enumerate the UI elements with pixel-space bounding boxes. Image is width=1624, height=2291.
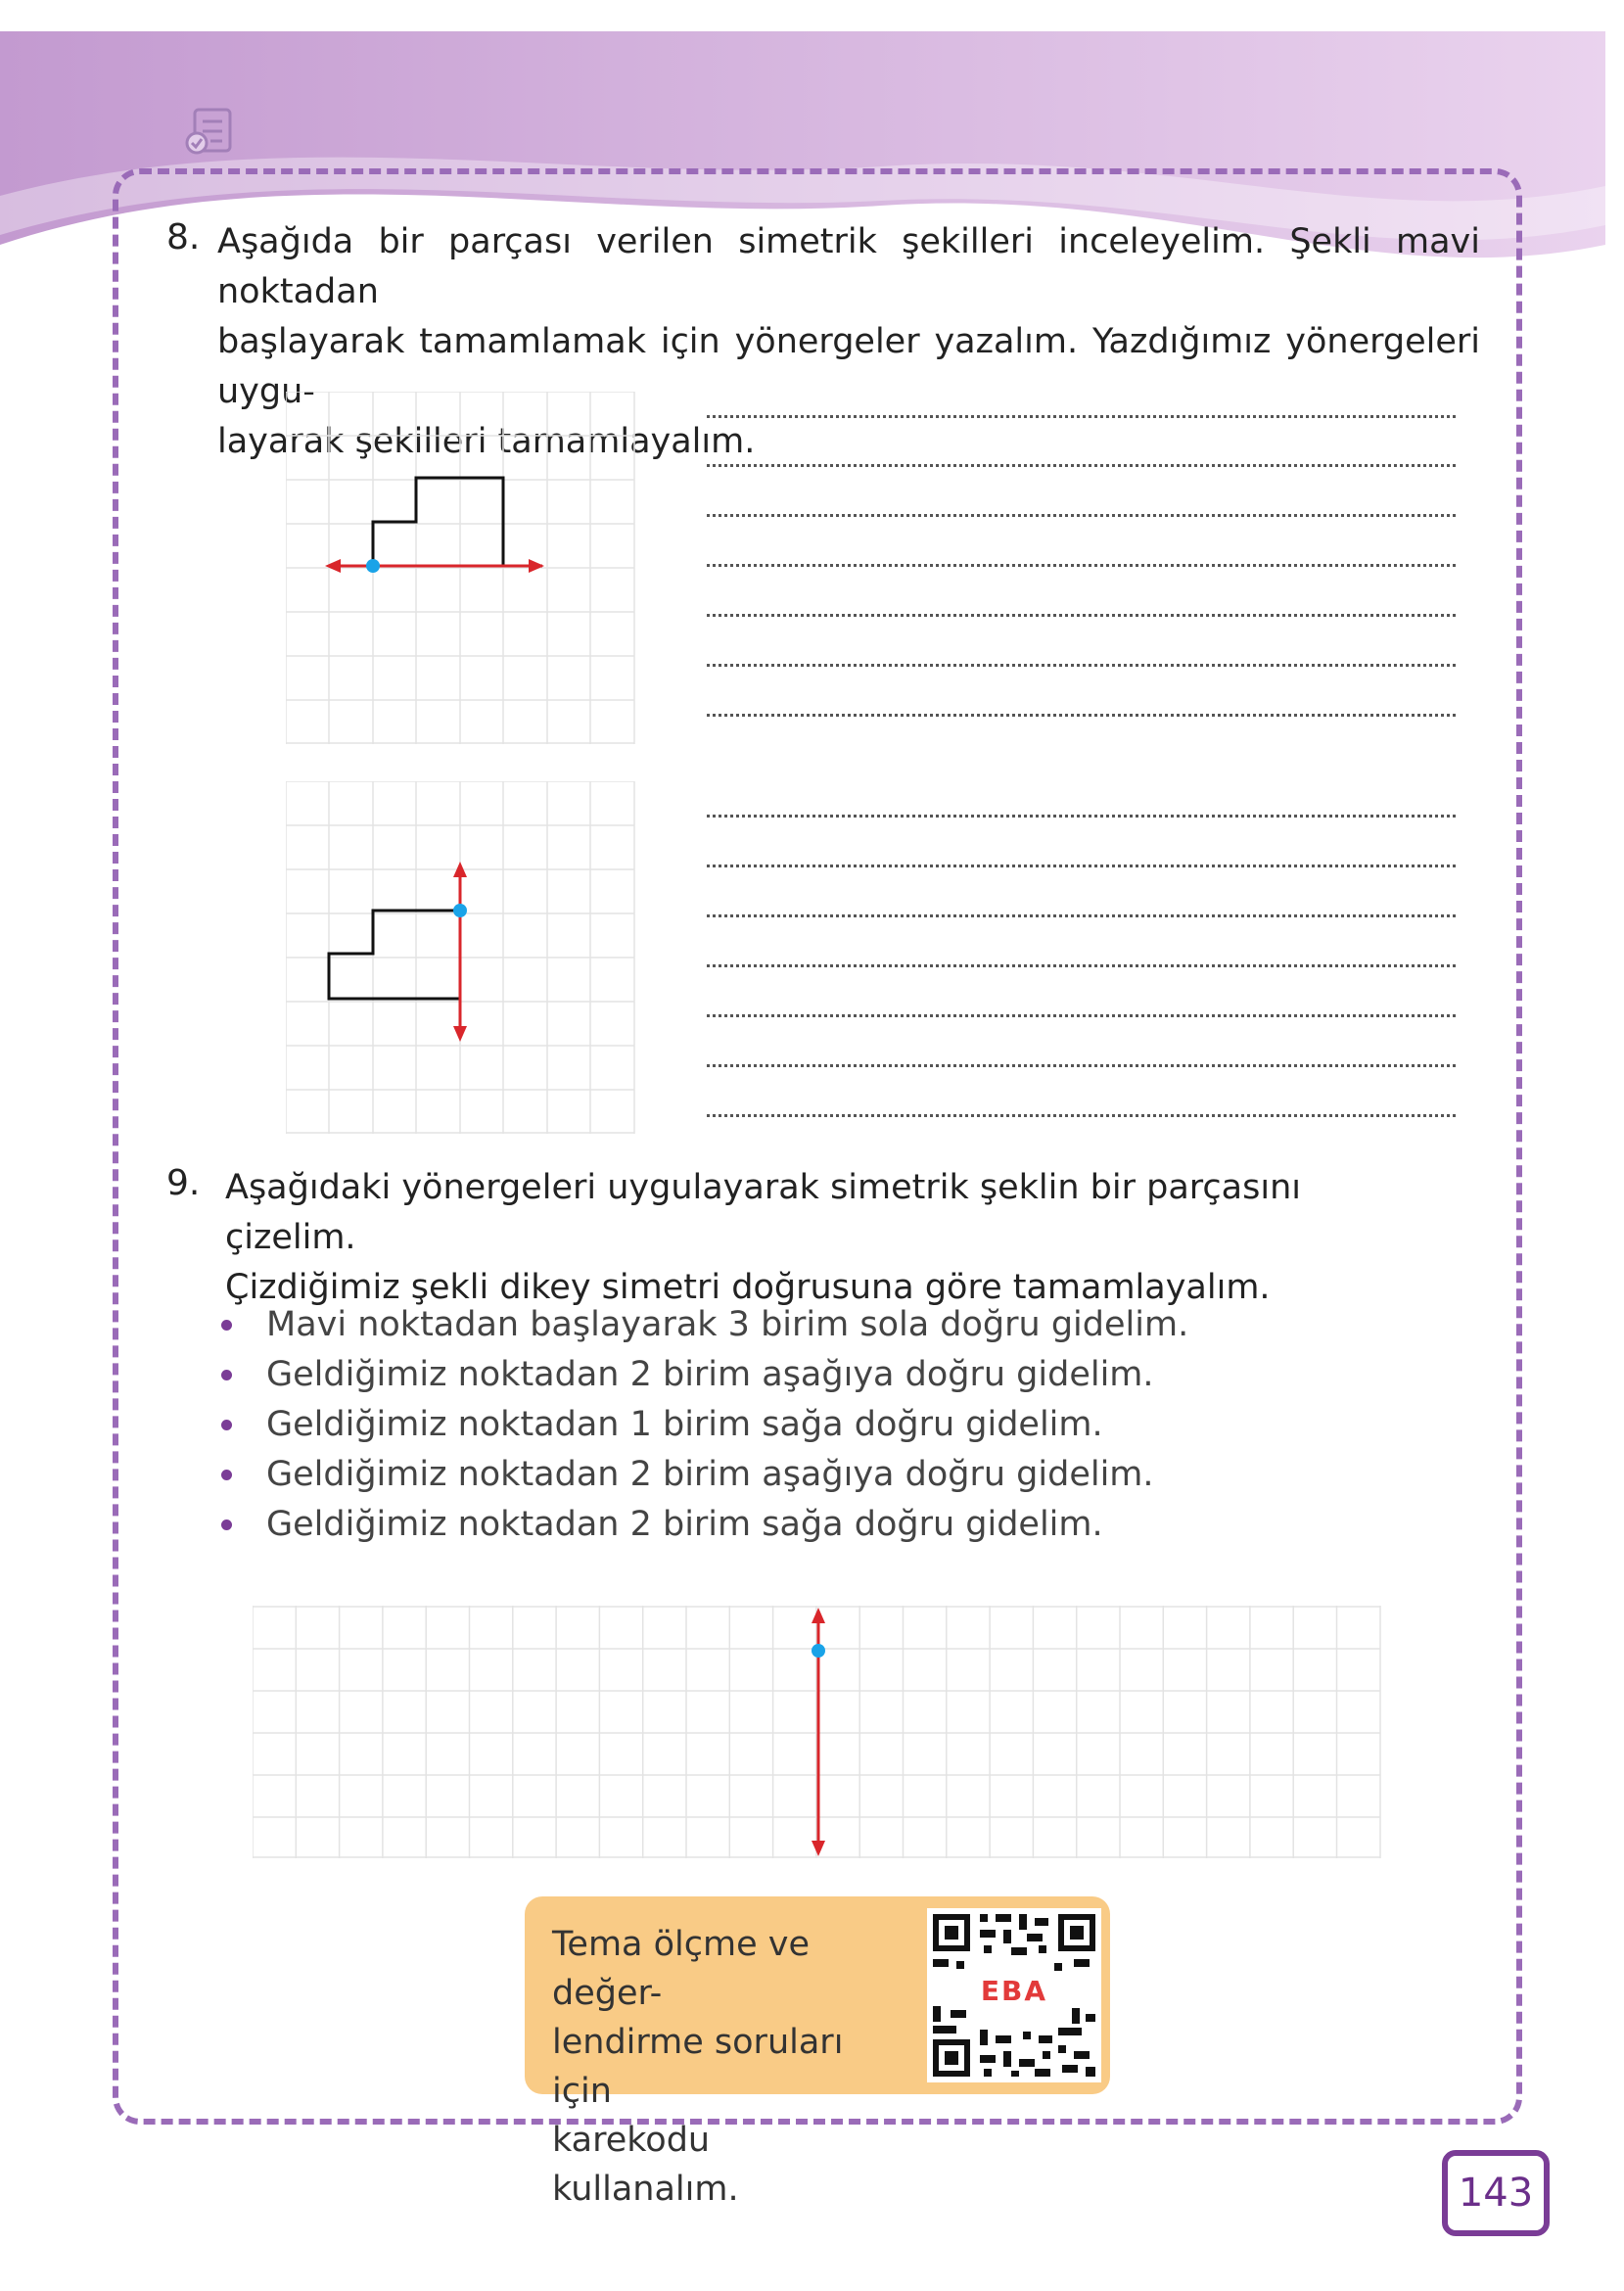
answer-line[interactable] [707,464,1456,467]
answer-line[interactable] [707,914,1456,917]
question-8-line: başlayarak tamamlamak için yönergeler yazalım. Yazdığımız yönergeleri uygu- [217,322,1480,411]
list-item-text: Geldiğimiz noktadan 1 birim sağa doğru gidelim. [266,1405,1103,1444]
bullet-icon [221,1320,232,1331]
list-item [217,1350,1188,1400]
answer-line[interactable] [707,564,1456,567]
bullet-icon [221,1470,232,1480]
list-item [217,1450,1188,1500]
answer-line[interactable] [707,415,1456,418]
list-item [217,1500,1188,1550]
answer-line[interactable] [707,1114,1456,1117]
instruction-list [217,1300,1188,1550]
question-8-line: layarak şekilleri tamamlayalım. [217,422,756,461]
answer-line[interactable] [707,664,1456,667]
answer-line[interactable] [707,1064,1456,1067]
question-9-text [225,1163,1400,1313]
answer-line[interactable] [707,865,1456,867]
question-8-number: 8. [166,217,201,257]
list-item-text: Geldiğimiz noktadan 2 birim sağa doğru gidelim. [266,1505,1103,1544]
qr-info-line: lendirme soruları için [552,2023,844,2111]
question-9-number: 9. [166,1163,201,1203]
eba-logo: EBA [980,1975,1048,2007]
answer-line[interactable] [707,514,1456,517]
grid-figure-1 [286,392,636,744]
question-9-line: Çizdiğimiz şekli dikey simetri doğrusuna göre tamamlayalım. [225,1268,1271,1307]
qr-info-line: Tema ölçme ve değer- [552,1925,811,2013]
qr-info-text [552,1920,905,2214]
list-item [217,1400,1188,1450]
worksheet-icon [181,106,236,161]
page-number: 143 [1442,2150,1550,2236]
answer-line[interactable] [707,815,1456,818]
bullet-icon [221,1420,232,1430]
qr-info-box [525,1896,1110,2209]
qr-info-line: karekodu kullanalım. [552,2121,739,2209]
bullet-icon [221,1370,232,1380]
list-item-text: Geldiğimiz noktadan 2 birim aşağıya doğru gidelim. [266,1455,1154,1494]
answer-line[interactable] [707,1014,1456,1017]
answer-line[interactable] [707,614,1456,617]
list-item-text: Geldiğimiz noktadan 2 birim aşağıya doğru gidelim. [266,1355,1154,1394]
qr-code-icon[interactable] [927,1908,1101,2082]
question-9-line: Aşağıdaki yönergeleri uygulayarak simetrik şeklin bir parçasını çizelim. [225,1168,1301,1257]
grid-figure-2 [286,781,636,1134]
answer-line[interactable] [707,964,1456,967]
grid-figure-3[interactable] [253,1606,1384,1860]
list-item [217,1300,1188,1350]
list-item-text: Mavi noktadan başlayarak 3 birim sola doğru gidelim. [266,1305,1189,1344]
answer-line[interactable] [707,714,1456,717]
question-8-line: Aşağıda bir parçası verilen simetrik şekilleri inceleyelim. Şekli mavi noktadan [217,222,1480,311]
bullet-icon [221,1520,232,1530]
